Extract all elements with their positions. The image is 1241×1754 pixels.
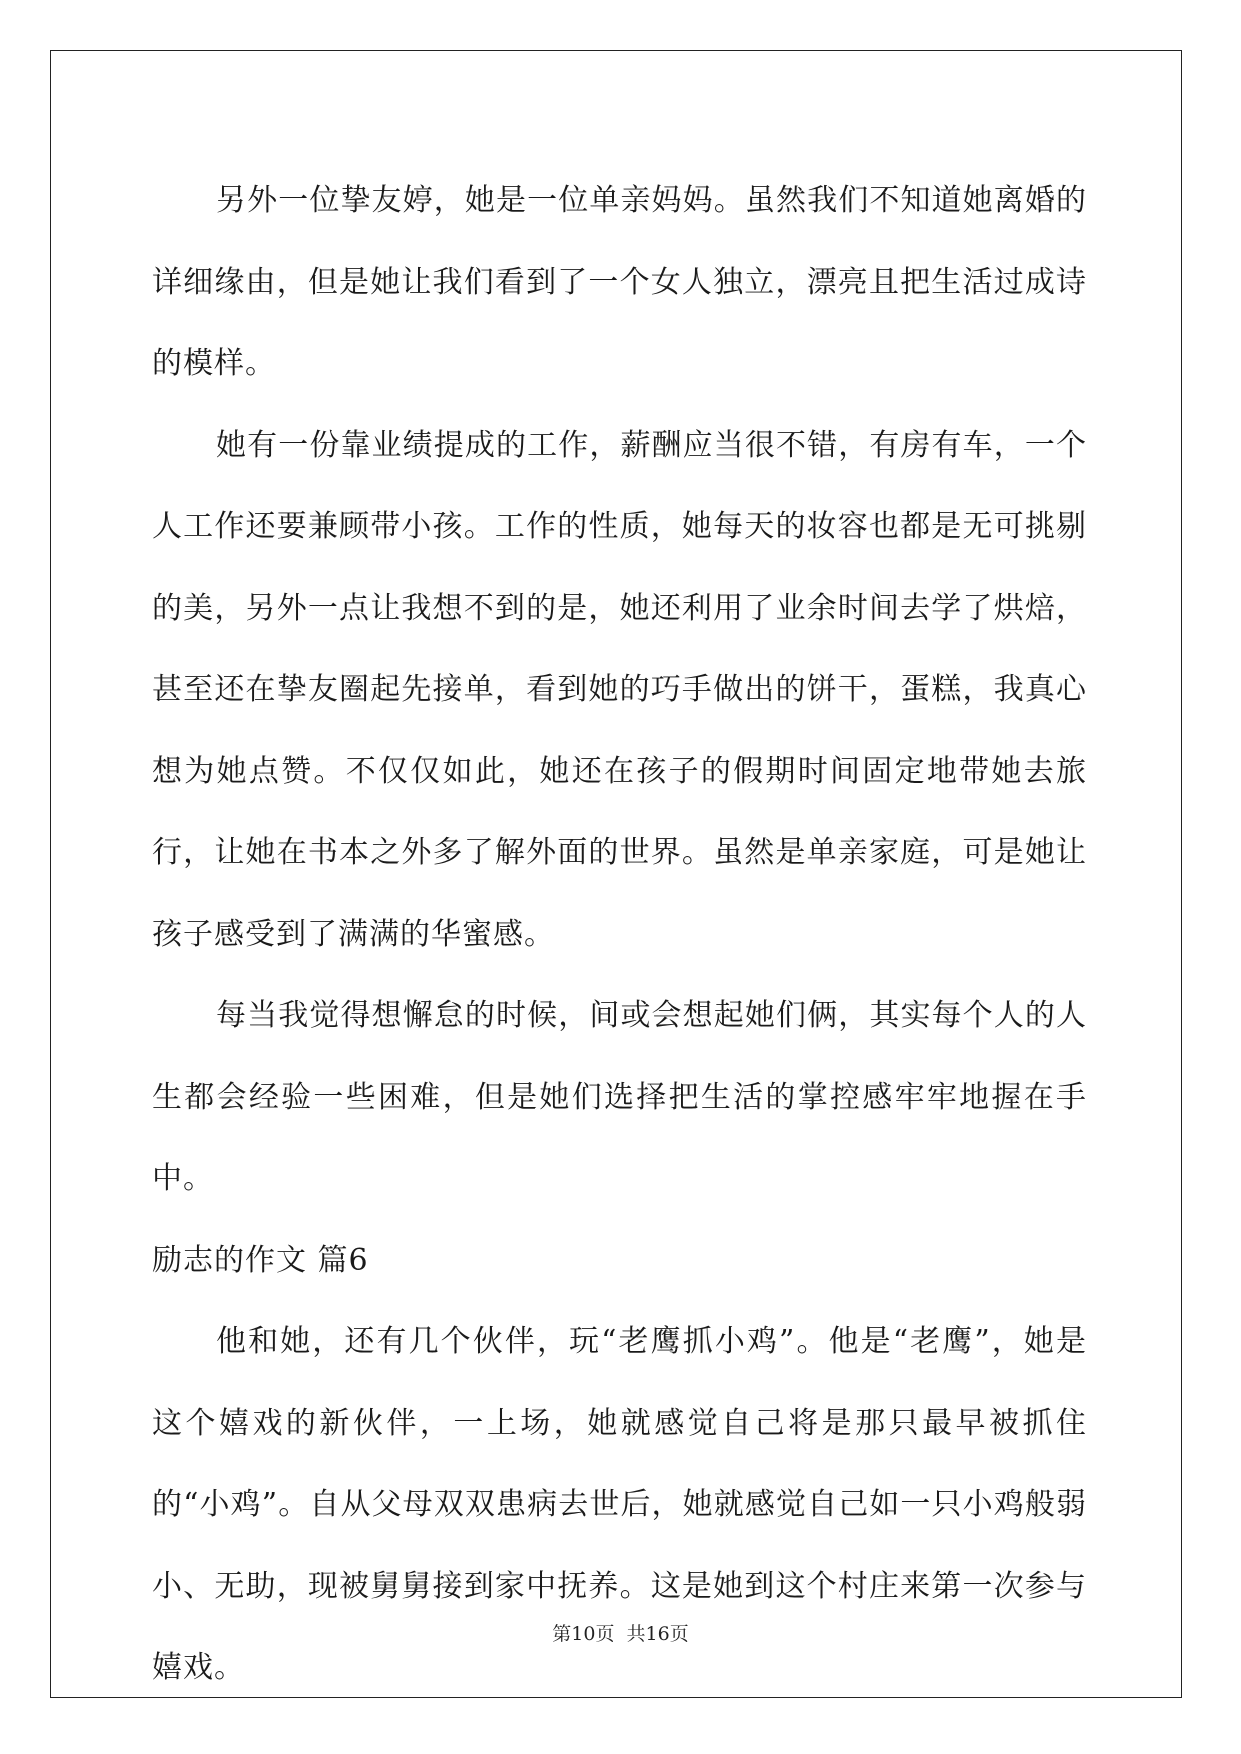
paragraph-4: 他和她，还有几个伙伴，玩“老鹰抓小鸡”。他是“老鹰”，她是这个嬉戏的新伙伴，一上场，她就感觉自己将是那只最早被抓住的“小鸡”。自从父母双双患病去世后，她就感觉自己如一只小鸡般弱小、无助，现被舅舅接到家中抚养。这是她到这个村庄来第一次参与嬉戏。 — [152, 1324, 1087, 1685]
section-heading: 励志的作文 篇6 — [152, 1242, 369, 1278]
paragraph-3: 每当我觉得想懈怠的时候，间或会想起她们俩，其实每个人的人生都会经验一些困难，但是她们选择把生活的掌控感牢牢地握在手中。 — [152, 998, 1087, 1196]
page-footer: 第10页 共16页 — [552, 1623, 689, 1645]
paragraph-1: 另外一位挚友婷，她是一位单亲妈妈。虽然我们不知道她离婚的详细缘由，但是她让我们看到了一个女人独立，漂亮且把生活过成诗的模样。 — [152, 183, 1087, 381]
paragraph-2: 她有一份靠业绩提成的工作，薪酬应当很不错，有房有车，一个人工作还要兼顾带小孩。工作的性质，她每天的妆容也都是无可挑剔的美，另外一点让我想不到的是，她还利用了业余时间去学了烘焙，甚至还在挚友圈起先接单，看到她的巧手做出的饼干，蛋糕，我真心想为她点赞。不仅仅如此，她还在孩子的假期时间固定地带她去旅行，让她在书本之外多了解外面的世界。虽然是单亲家庭，可是她让孩子感受到了满满的华蜜感。 — [152, 427, 1087, 952]
document-body — [152, 160, 1087, 1709]
